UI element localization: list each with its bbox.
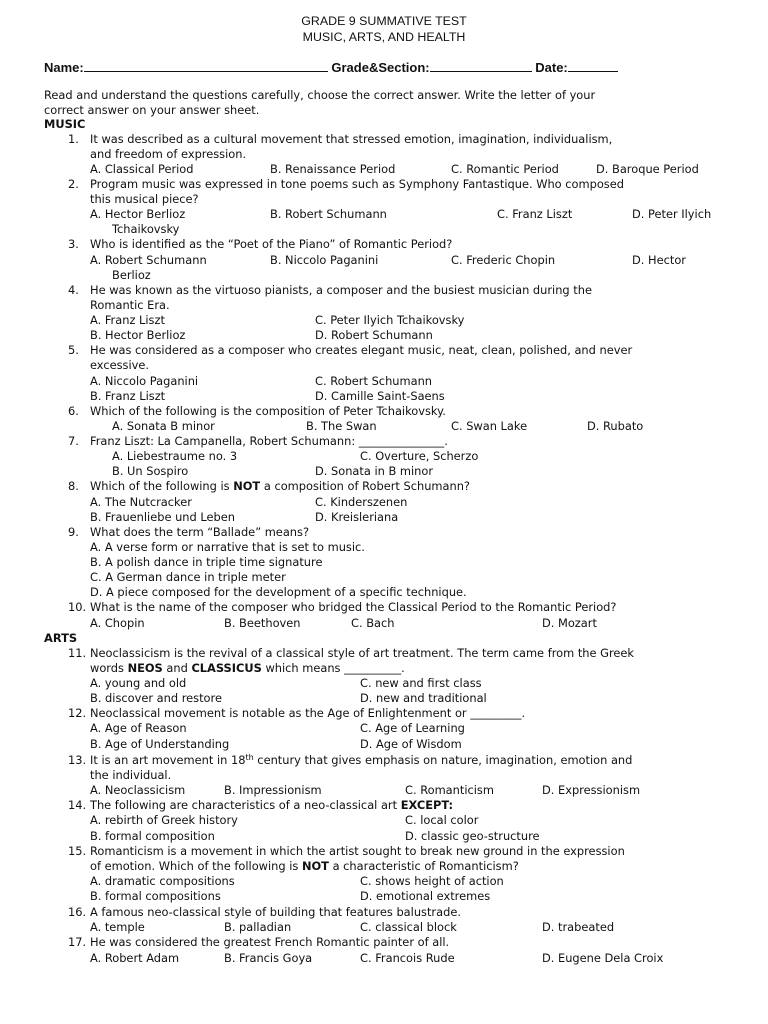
choice-b: B. Niccolo Paganini: [270, 253, 379, 267]
choice-c: C. new and first class: [360, 676, 482, 690]
question-number: 5.: [68, 343, 79, 357]
date-label: Date:: [535, 60, 568, 75]
choice-d: D. Eugene Dela Croix: [542, 951, 664, 965]
choice-b: B. A polish dance in triple time signature: [90, 555, 323, 569]
choice-b: B. Robert Schumann: [270, 207, 387, 221]
choice-d: D. trabeated: [542, 920, 615, 934]
choice-a: A. temple: [90, 920, 145, 934]
choice-b: B. Renaissance Period: [270, 162, 396, 176]
choice-d: D. A piece composed for the development of a specific technique.: [90, 585, 467, 599]
choice-a: A. Niccolo Paganini: [90, 374, 199, 388]
grade-section-label: Grade&Section:: [331, 60, 430, 75]
question-number: 4.: [68, 283, 79, 297]
question-text: He was considered the greatest French Romantic painter of all.: [90, 935, 450, 949]
question-number: 6.: [68, 404, 79, 418]
choice-c: C. shows height of action: [360, 874, 504, 888]
choice-d: D. Expressionism: [542, 783, 641, 797]
choice-b: B. Francis Goya: [224, 951, 313, 965]
question-text: He was known as the virtuoso pianists, a composer and the busiest musician during the: [90, 283, 592, 297]
choice-a: A. Robert Schumann: [90, 253, 207, 267]
question-number: 2.: [68, 177, 79, 191]
question-number: 12.: [68, 706, 87, 720]
question-text: Franz Liszt: La Campanella, Robert Schumann: _______________.: [90, 434, 448, 448]
choice-d: D. emotional extremes: [360, 889, 491, 903]
question-text: Neoclassicism is the revival of a classical style of art treatment. The term came from the Greek: [90, 646, 635, 660]
question-text: A famous neo-classical style of building that features balustrade.: [90, 905, 461, 919]
question-number: 10.: [68, 600, 87, 614]
choice-a: A. Chopin: [90, 616, 145, 630]
question-text: It was described as a cultural movement that stressed emotion, imagination, individualism,: [90, 132, 613, 146]
grade-section-blank: [430, 61, 532, 72]
choice-d: D. Robert Schumann: [315, 328, 433, 342]
choice-a: A. Classical Period: [90, 162, 194, 176]
choice-a: A. A verse form or narrative that is set to music.: [90, 540, 365, 554]
choice-d: D. classic geo-structure: [405, 829, 540, 843]
choice-d: D. Camille Saint-Saens: [315, 389, 445, 403]
test-title: GRADE 9 SUMMATIVE TEST: [301, 14, 467, 28]
choice-a: A. dramatic compositions: [90, 874, 235, 888]
question-text: Neoclassical movement is notable as the Age of Enlightenment or _________.: [90, 706, 526, 720]
choice-a-continued: Berlioz: [112, 268, 151, 282]
question-text: and freedom of expression.: [90, 147, 247, 161]
question-text: He was considered as a composer who creates elegant music, neat, clean, polished, and never: [90, 343, 633, 357]
choice-a: A. Franz Liszt: [90, 313, 165, 327]
question-number: 14.: [68, 798, 87, 812]
choice-d: D. Rubato: [587, 419, 644, 433]
choice-b: B. Hector Berlioz: [90, 328, 186, 342]
choice-d: D. Peter Ilyich: [632, 207, 712, 221]
choice-a: A. rebirth of Greek history: [90, 813, 238, 827]
choice-d: D. Age of Wisdom: [360, 737, 462, 751]
choice-c: C. classical block: [360, 920, 457, 934]
name-blank: [84, 61, 328, 72]
question-text: Who is identified as the “Poet of the Piano” of Romantic Period?: [90, 237, 453, 251]
choice-c: C. Overture, Scherzo: [360, 449, 479, 463]
choice-a-continued: Tchaikovsky: [112, 222, 180, 236]
question-text: Which of the following is NOT a composition of Robert Schumann?: [90, 479, 470, 493]
choice-b: B. Frauenliebe und Leben: [90, 510, 235, 524]
choice-b: B. Beethoven: [224, 616, 301, 630]
question-number: 13.: [68, 753, 87, 767]
question-text: What is the name of the composer who bridged the Classical Period to the Romantic Period?: [90, 600, 617, 614]
choice-c: C. Robert Schumann: [315, 374, 433, 388]
choice-b: B. Age of Understanding: [90, 737, 230, 751]
choice-c: C. Bach: [351, 616, 395, 630]
question-text: of emotion. Which of the following is NOT a characteristic of Romanticism?: [90, 859, 519, 873]
question-number: 8.: [68, 479, 79, 493]
question-text: Which of the following is the composition of Peter Tchaikovsky.: [90, 404, 446, 418]
choice-c: C. Franz Liszt: [497, 207, 573, 221]
question-text: What does the term “Ballade” means?: [90, 525, 309, 539]
date-blank: [568, 61, 618, 72]
question-number: 3.: [68, 237, 79, 251]
question-text: Program music was expressed in tone poems such as Symphony Fantastique. Who composed: [90, 177, 624, 191]
choice-a: A. Neoclassicism: [90, 783, 186, 797]
question-text: It is an art movement in 18th century that gives emphasis on nature, imagination, emotion and: [90, 753, 633, 767]
choice-c: C. Romanticism: [405, 783, 494, 797]
choice-d: D. new and traditional: [360, 691, 487, 705]
choice-c: C. Age of Learning: [360, 721, 465, 735]
section-heading-music: MUSIC: [44, 117, 86, 131]
question-text: this musical piece?: [90, 192, 199, 206]
choice-b: B. formal compositions: [90, 889, 221, 903]
choice-b: B. Franz Liszt: [90, 389, 166, 403]
choice-c: C. Peter Ilyich Tchaikovsky: [315, 313, 465, 327]
choice-b: B. The Swan: [306, 419, 377, 433]
question-number: 17.: [68, 935, 87, 949]
instructions-line: correct answer on your answer sheet.: [44, 103, 260, 117]
question-number: 15.: [68, 844, 87, 858]
choice-d: D. Hector: [632, 253, 686, 267]
question-text: the individual.: [90, 768, 172, 782]
choice-c: C. Romantic Period: [451, 162, 559, 176]
choice-b: B. Impressionism: [224, 783, 322, 797]
question-text: excessive.: [90, 358, 150, 372]
choice-a: A. Age of Reason: [90, 721, 187, 735]
section-heading-arts: ARTS: [44, 631, 78, 645]
choice-c: C. Swan Lake: [451, 419, 528, 433]
choice-d: D. Mozart: [542, 616, 597, 630]
choice-d: D. Baroque Period: [596, 162, 699, 176]
choice-b: B. Un Sospiro: [112, 464, 189, 478]
question-number: 1.: [68, 132, 79, 146]
question-number: 9.: [68, 525, 79, 539]
choice-a: A. Robert Adam: [90, 951, 180, 965]
choice-c: C. Kinderszenen: [315, 495, 408, 509]
choice-a: A. Liebestraume no. 3: [112, 449, 238, 463]
instructions-line: Read and understand the questions carefully, choose the correct answer. Write the letter of your: [44, 88, 596, 102]
choice-b: B. discover and restore: [90, 691, 222, 705]
question-text: Romanticism is a movement in which the artist sought to break new ground in the expression: [90, 844, 625, 858]
choice-d: D. Sonata in B minor: [315, 464, 434, 478]
choice-c: C. A German dance in triple meter: [90, 570, 286, 584]
question-number: 11.: [68, 646, 87, 660]
choice-c: C. local color: [405, 813, 479, 827]
name-field: [44, 60, 618, 75]
question-number: 7.: [68, 434, 79, 448]
name-label: Name:: [44, 60, 84, 75]
question-text: Romantic Era.: [90, 298, 170, 312]
question-text: The following are characteristics of a neo-classical art EXCEPT:: [90, 798, 454, 812]
question-text: words NEOS and CLASSICUS which means __________.: [90, 661, 405, 675]
choice-d: D. Kreisleriana: [315, 510, 399, 524]
choice-a: A. Hector Berlioz: [90, 207, 186, 221]
choice-c: C. Frederic Chopin: [451, 253, 556, 267]
choice-a: A. Sonata B minor: [112, 419, 215, 433]
choice-a: A. young and old: [90, 676, 187, 690]
choice-b: B. formal composition: [90, 829, 215, 843]
choice-b: B. palladian: [224, 920, 292, 934]
choice-a: A. The Nutcracker: [90, 495, 192, 509]
choice-c: C. Francois Rude: [360, 951, 455, 965]
test-subtitle: MUSIC, ARTS, AND HEALTH: [302, 30, 466, 44]
question-number: 16.: [68, 905, 87, 919]
